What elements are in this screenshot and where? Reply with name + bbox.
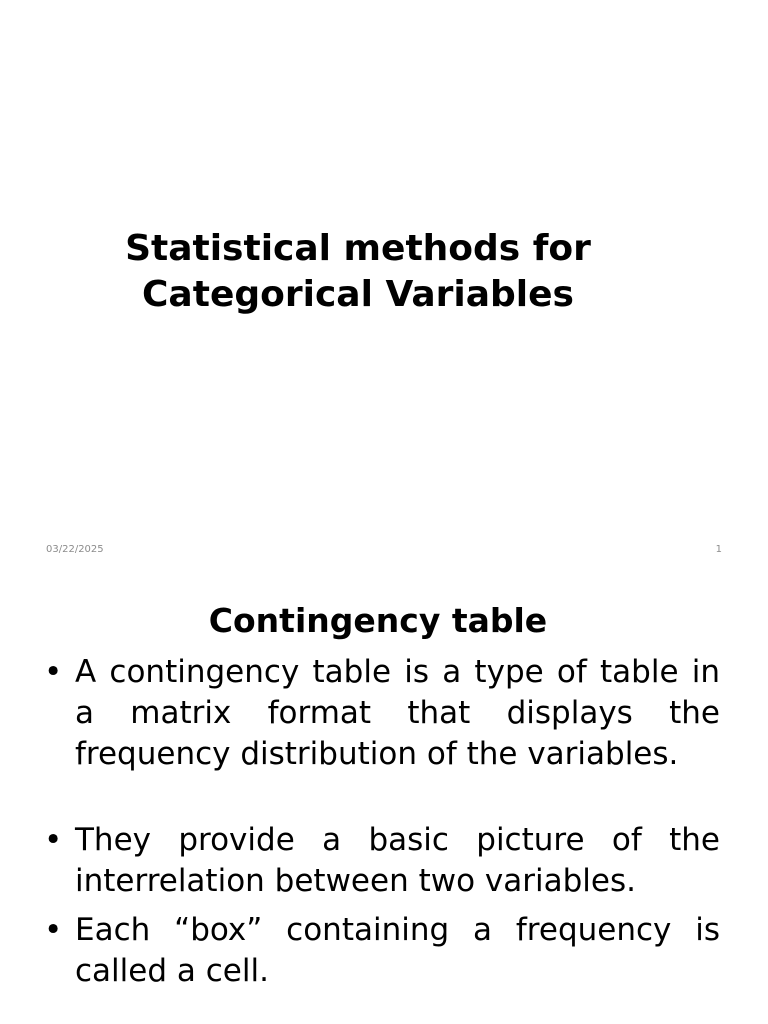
footer-date: 03/22/2025 [46,544,104,555]
bullet-text: Each “box” containing a frequency is called a cell. [75,912,720,989]
page-number: 1 [715,544,722,555]
bullet-item [44,910,720,992]
bullet-list [44,652,720,992]
slide-2 [0,576,768,1024]
bullet-icon: • [44,654,63,690]
bullet-item [44,652,720,775]
slide-title-line-1: Statistical methods for [125,228,591,269]
slide-title [0,226,716,318]
bullet-item [44,820,720,902]
bullet-text: They provide a basic picture of the interrelation between two variables. [75,822,720,899]
bullet-text: A contingency table is a type of table in a matrix format that displays the frequency distribution of the variables. [75,654,720,772]
bullet-icon: • [44,912,63,948]
bullet-icon: • [44,822,63,858]
section-heading: Contingency table [208,601,548,640]
slide-title-line-2: Categorical Variables [142,274,574,315]
